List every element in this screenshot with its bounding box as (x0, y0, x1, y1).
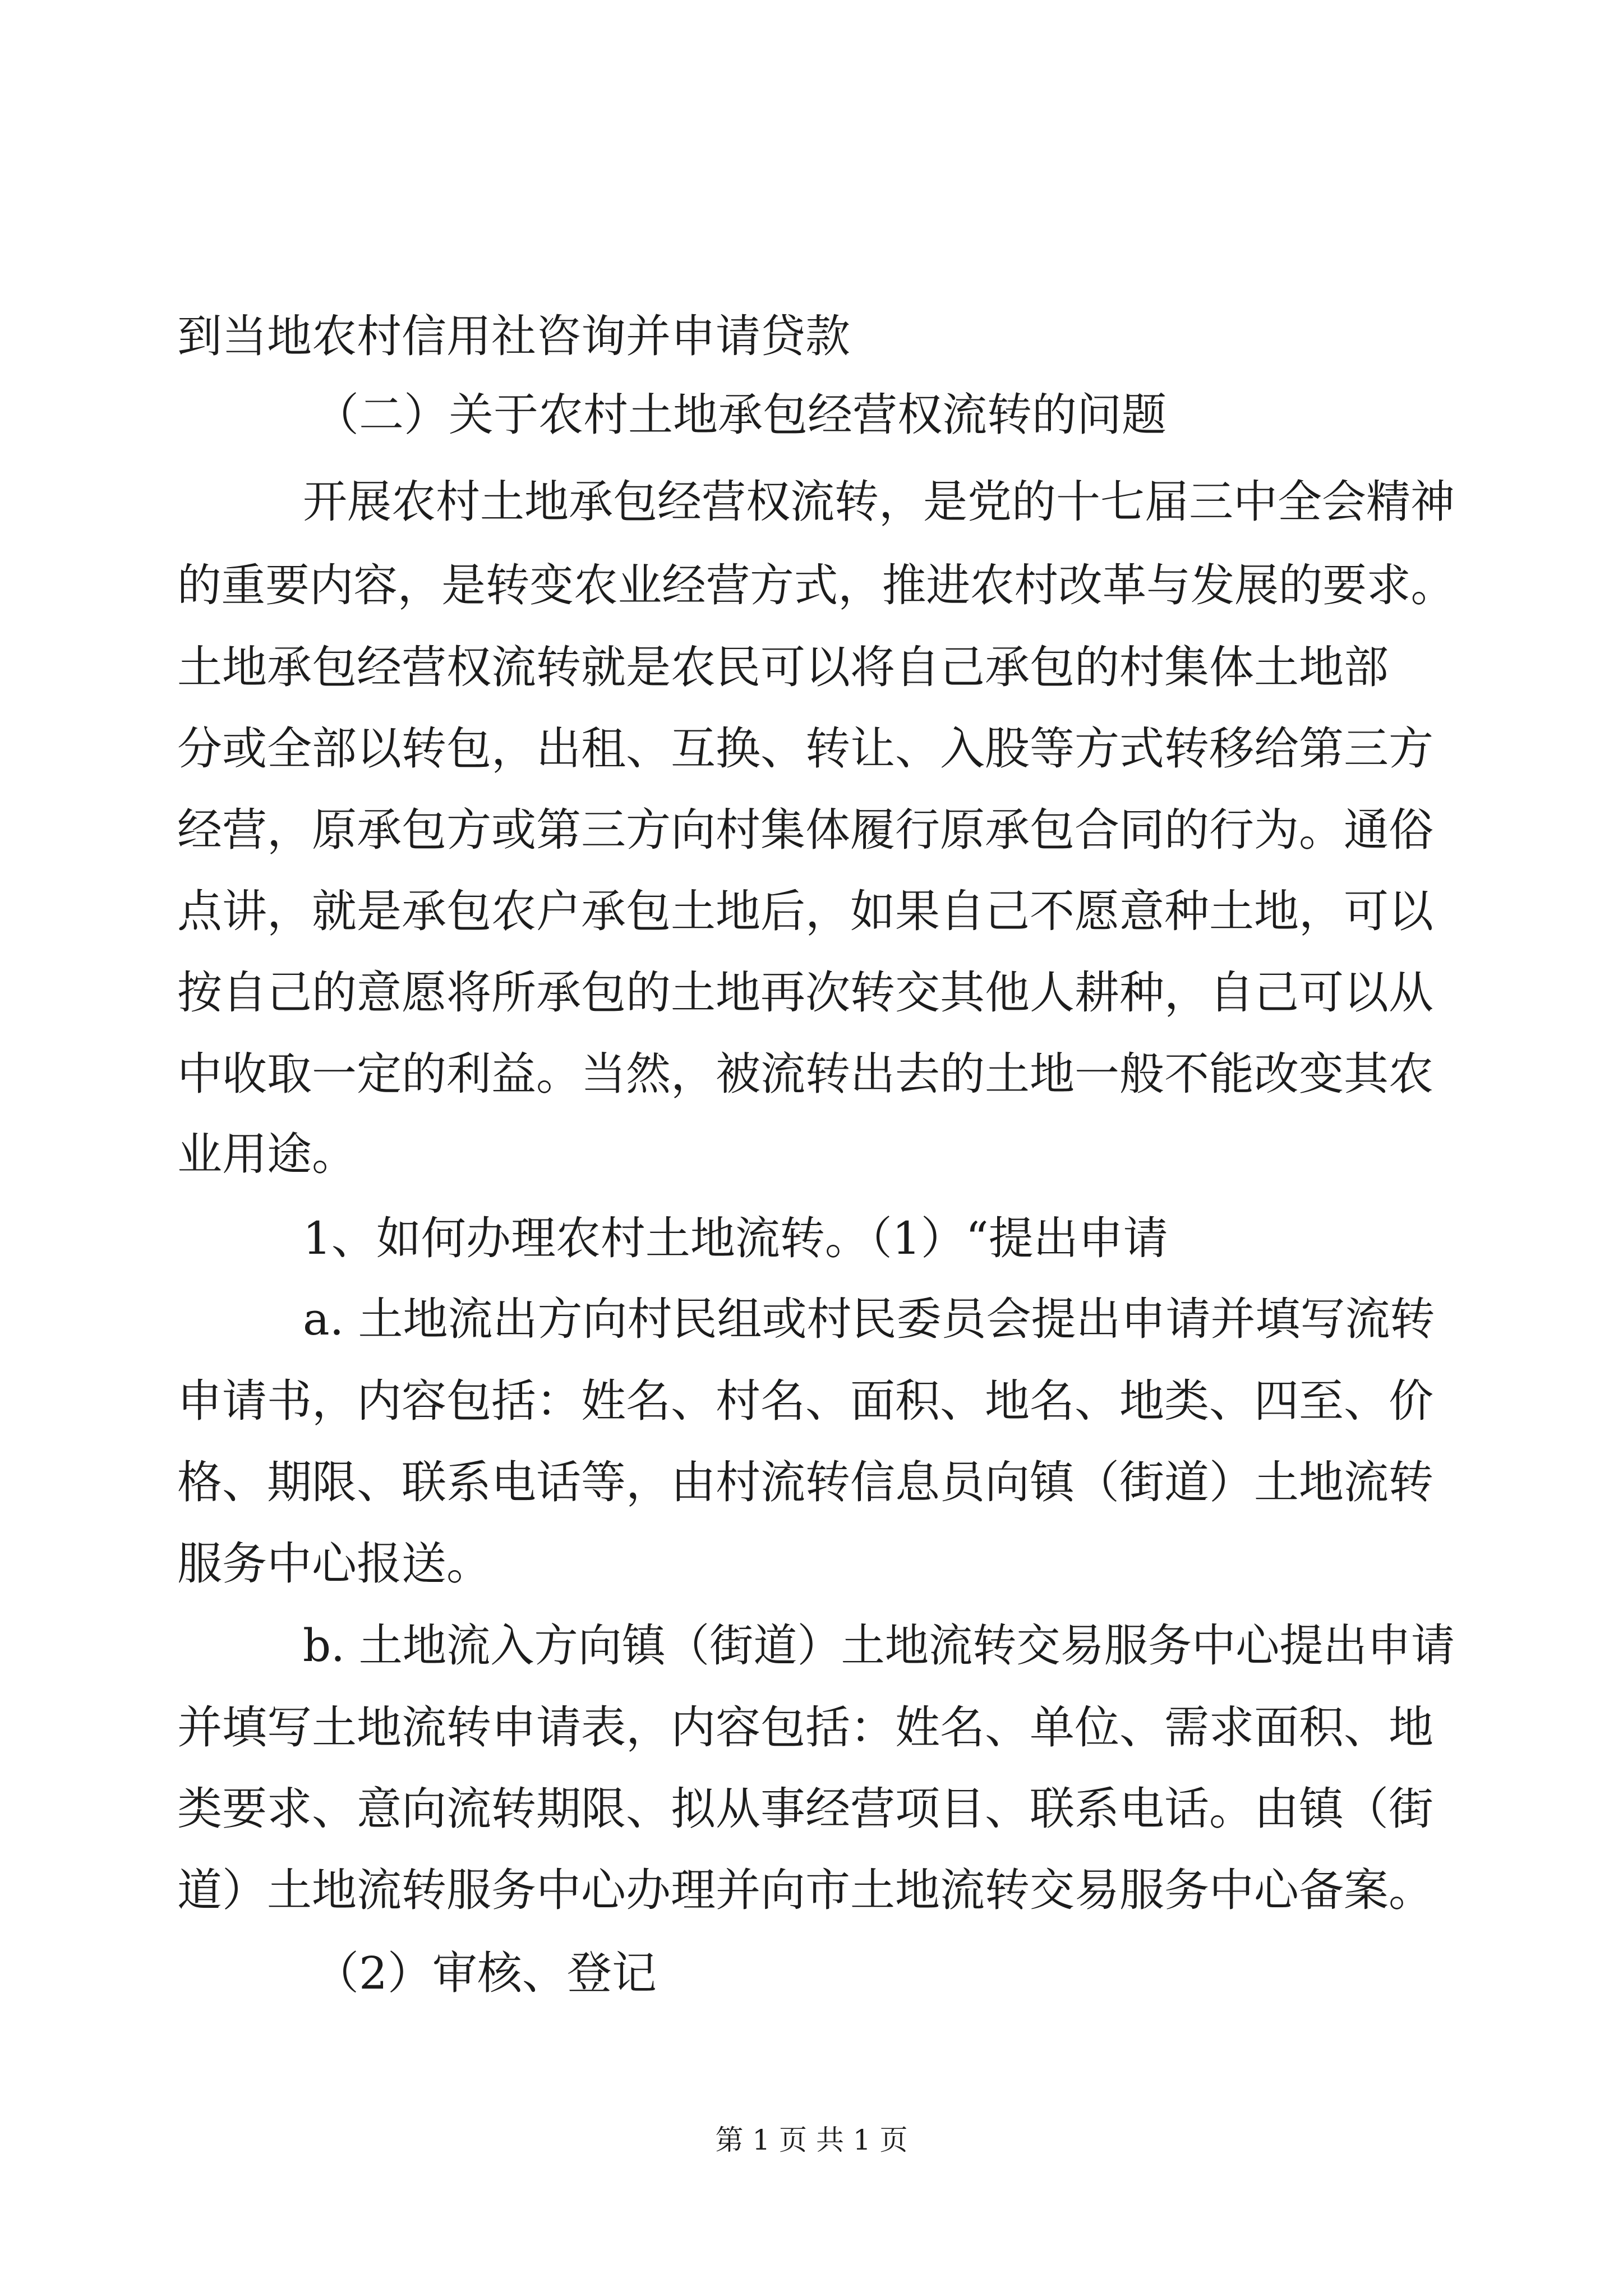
text-line: 道）土地流转服务中心办理并向市土地流转交易服务中心备案。 (177, 1864, 1433, 1916)
text-line: 申请书，内容包括：姓名、村名、面积、地名、地类、四至、价 (177, 1375, 1433, 1427)
text-line: 1、如何办理农村土地流转。（1）“提出申请 (303, 1212, 1168, 1264)
text-line: 到当地农村信用社咨询并申请贷款 (177, 310, 850, 362)
text-line: 中收取一定的利益。当然，被流转出去的土地一般不能改变其农 (177, 1048, 1433, 1100)
text-line: 经营，原承包方或第三方向村集体履行原承包合同的行为。通俗 (177, 804, 1433, 856)
text-line: 的重要内容，是转变农业经营方式，推进农村改革与发展的要求。 (177, 559, 1455, 611)
text-line: 点讲，就是承包农户承包土地后，如果自己不愿意种土地，可以 (177, 885, 1433, 937)
text-line: 服务中心报送。 (177, 1538, 491, 1590)
text-line: 开展农村土地承包经营权流转，是党的十七届三中全会精神 (303, 476, 1455, 528)
text-line: 类要求、意向流转期限、拟从事经营项目、联系电话。由镇（街 (177, 1783, 1433, 1835)
section-heading: （2）审核、登记 (314, 1947, 657, 1999)
text-line: b. 土地流入方向镇（街道）土地流转交易服务中心提出申请 (303, 1619, 1455, 1672)
text-line: 并填写土地流转申请表，内容包括：姓名、单位、需求面积、地 (177, 1701, 1433, 1754)
text-line: 按自己的意愿将所承包的土地再次转交其他人耕种，自己可以从 (177, 967, 1433, 1019)
text-line: a. 土地流出方向村民组或村民委员会提出申请并填写流转 (303, 1293, 1435, 1345)
text-line: 分或全部以转包，出租、互换、转让、入股等方式转移给第三方 (177, 723, 1433, 775)
section-heading: （二）关于农村土地承包经营权流转的问题 (314, 389, 1166, 441)
text-line: 土地承包经营权流转就是农民可以将自己承包的村集体土地部 (177, 641, 1389, 693)
text-line: 格、期限、联系电话等，由村流转信息员向镇（街道）土地流转 (177, 1456, 1433, 1508)
page-footer: 第 1 页 共 1 页 (715, 2124, 908, 2156)
text-line: 业用途。 (177, 1128, 357, 1180)
